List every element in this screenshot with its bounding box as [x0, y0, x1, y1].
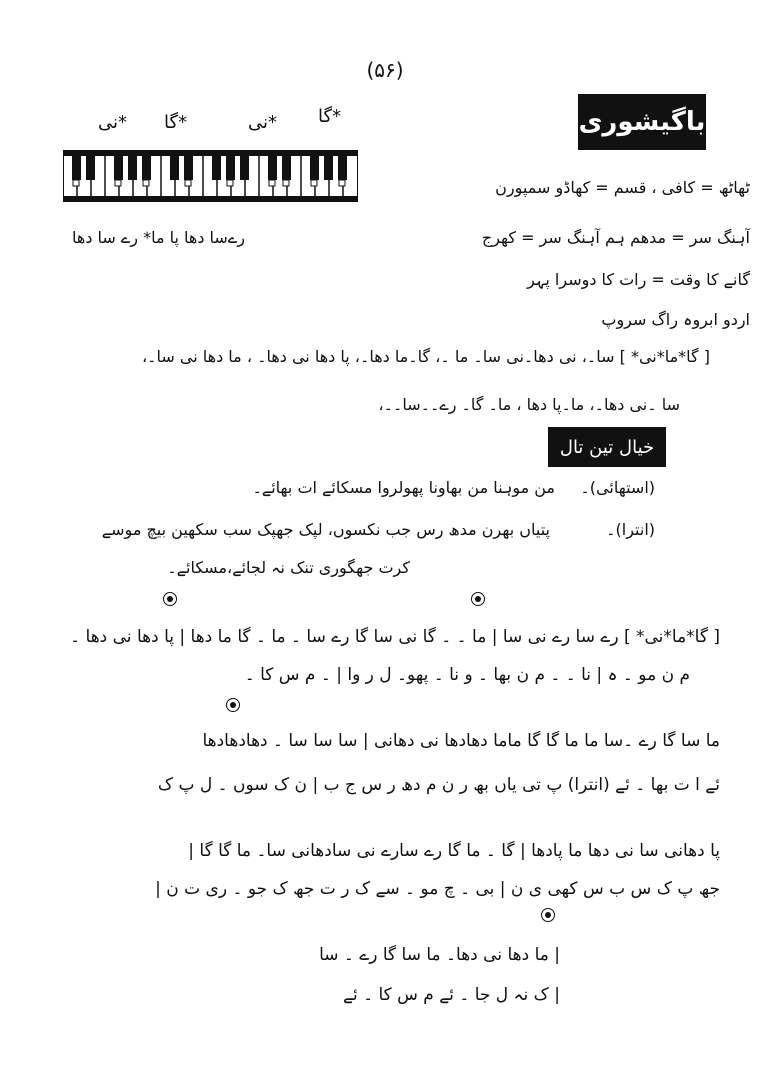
- tal-marker: [226, 698, 240, 712]
- section-title: خیال تین تال: [548, 427, 666, 467]
- tal-marker: [163, 592, 177, 606]
- tal-marker: [471, 592, 485, 606]
- antra-text: کرت جھگوری تنک نہ لجائے،مسکائے۔: [167, 558, 410, 577]
- tal-marker: [541, 908, 555, 922]
- info-line: آہنگ سر = مدھم ہم آہنگ سر = کھرج: [481, 228, 750, 247]
- composition-line: [ گا*ما*نی* ] رے سا رے نی سا | ما ۔ ۔ گا نی سا گا رے سا ۔ ما ۔ گا ما دھا | پا دھا نی دھا ۔: [70, 627, 720, 647]
- composition-line: جھ پ ک س ب س کھی ی ن | بی ۔ چ مو ۔ سے ک ر ت جھ ک جو ۔ ری ت ن |: [155, 879, 720, 899]
- composition-line: پا دھانی سا نی دھا ما پادھا | گا ۔ ما گا رے سارے نی سادھانی سا۔ ما گا گا |: [188, 841, 720, 861]
- top-note: گا*: [318, 106, 342, 127]
- sthai-text: من موہنا من بھاونا پھولروا مسکائے ات بھائے۔: [252, 478, 555, 497]
- composition-line: | ک نہ ل جا ۔ ئے م س کا ۔ ئے: [343, 985, 560, 1005]
- info-line: اردو ابروہ راگ سروپ: [601, 310, 750, 329]
- composition-line: ئے ا ت بھا ۔ ئے (انترا) پ تی یاں بھ ر ن م دھ ر س ج ب | ن ک سوں ۔ ل پ ک: [157, 775, 720, 795]
- raag-title: باگیشوری: [578, 94, 706, 150]
- sthai-label: (استھائی)۔: [580, 478, 655, 497]
- composition-line: ما سا گا رے ۔سا ما ما گا گا ماما دھادھا نی دھانی | سا سا سا ۔ دھادھادھا: [202, 731, 720, 751]
- top-note: نی*: [248, 112, 278, 133]
- aroh-line: سا ۔نی دھا۔، ما۔پا دھا ، ما۔ گا۔ رے۔۔سا۔۔،: [378, 395, 680, 414]
- top-note: گا*: [164, 112, 188, 133]
- top-note: نی*: [98, 112, 128, 133]
- composition-line: م ن مو ۔ ہ | نا ۔ ۔ م ن بھا ۔ و نا ۔ پھو۔ ل ر وا | ۔ م س کا ۔: [244, 665, 690, 685]
- antra-label: (انترا)۔: [606, 520, 655, 539]
- scale-notes: رےسا دھا پا ما* رے سا دھا: [72, 228, 245, 247]
- page-number: (۵۶): [366, 58, 404, 82]
- antra-text: پتیاں بھرن مدھ رس جب نکسوں، لپک جھپک سب سکھین بیچ موسے: [101, 520, 550, 539]
- info-line: گانے کا وقت = رات کا دوسرا پہر: [527, 270, 750, 289]
- info-line: ٹھاٹھ = کافی ، قسم = کھاڈو سمپورن: [495, 178, 750, 197]
- composition-line: | ما دھا نی دھا۔ ما سا گا رے ۔ سا: [319, 945, 560, 965]
- aroh-line: [ گا*ما*نی* ] سا۔، نی دھا۔نی سا۔ ما ۔، گا۔ما دھا۔، پا دھا نی دھا۔ ، ما دھا نی سا۔،: [141, 347, 710, 366]
- top-notes: [98, 106, 348, 138]
